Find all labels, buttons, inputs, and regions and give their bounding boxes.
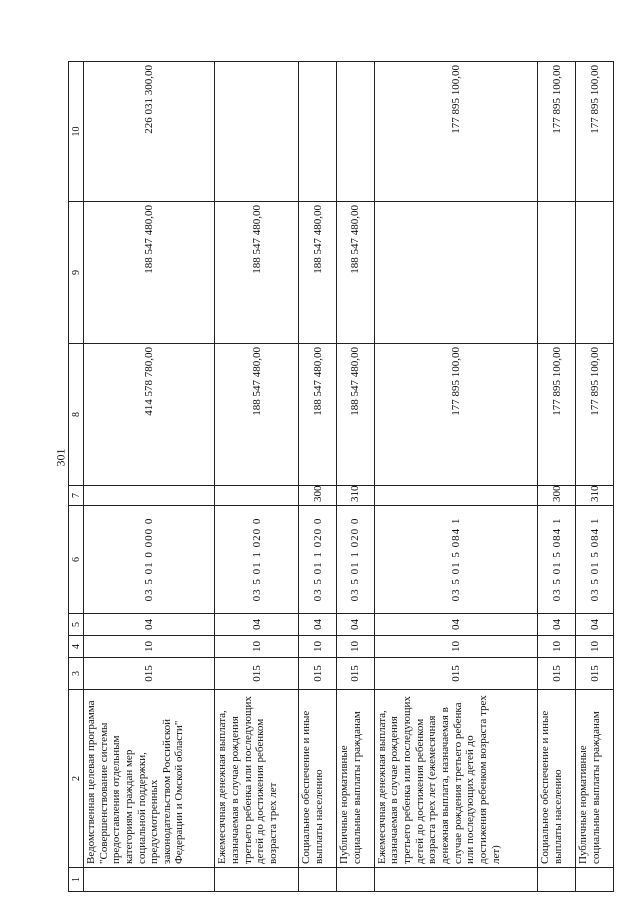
cell-admin: 015 — [299, 658, 337, 690]
cell-expense-type: 310 — [336, 486, 374, 506]
cell-amount-total: 188 547 480,00 — [299, 344, 337, 486]
cell-amount-regional: 226 031 300,00 — [84, 62, 215, 202]
cell-amount-federal — [576, 202, 614, 344]
header-row — [69, 62, 84, 892]
cell-amount-federal: 188 547 480,00 — [299, 202, 337, 344]
cell-amount-total: 188 547 480,00 — [215, 344, 299, 486]
cell-amount-federal: 188 547 480,00 — [336, 202, 374, 344]
table-row — [374, 62, 537, 892]
table-row — [336, 62, 374, 892]
row-name: Публичные нормативные социальные выплаты гражданам — [336, 690, 374, 868]
cell-expense-type: 300 — [538, 486, 576, 506]
cell-target-code: 03 5 01 0 000 0 — [84, 506, 215, 614]
column-header-7: 7 — [69, 486, 84, 506]
cell-target-code: 03 5 01 1 020 0 — [336, 506, 374, 614]
column-header-6: 6 — [69, 506, 84, 614]
cell-amount-federal: 188 547 480,00 — [84, 202, 215, 344]
cell-blank — [336, 868, 374, 892]
cell-subsection: 04 — [299, 614, 337, 636]
cell-amount-regional — [299, 62, 337, 202]
cell-amount-total: 177 895 100,00 — [374, 344, 537, 486]
cell-amount-federal — [374, 202, 537, 344]
table-row — [538, 62, 576, 892]
cell-blank — [84, 868, 215, 892]
column-header-8: 8 — [69, 344, 84, 486]
cell-subsection: 04 — [84, 614, 215, 636]
cell-amount-total: 188 547 480,00 — [336, 344, 374, 486]
cell-subsection: 04 — [374, 614, 537, 636]
cell-expense-type — [215, 486, 299, 506]
cell-amount-regional — [215, 62, 299, 202]
cell-section: 10 — [84, 636, 215, 658]
column-header-5: 5 — [69, 614, 84, 636]
cell-admin: 015 — [215, 658, 299, 690]
page-number: 301 — [53, 448, 68, 467]
cell-target-code: 03 5 01 5 084 1 — [538, 506, 576, 614]
column-header-4: 4 — [69, 636, 84, 658]
cell-expense-type — [84, 486, 215, 506]
cell-admin: 015 — [538, 658, 576, 690]
cell-section: 10 — [538, 636, 576, 658]
row-name: Социальное обеспечение и иные выплаты населению — [299, 690, 337, 868]
cell-blank — [374, 868, 537, 892]
cell-target-code: 03 5 01 5 084 1 — [374, 506, 537, 614]
cell-section: 10 — [299, 636, 337, 658]
cell-target-code: 03 5 01 1 020 0 — [215, 506, 299, 614]
cell-blank — [538, 868, 576, 892]
cell-section: 10 — [576, 636, 614, 658]
table-body — [84, 62, 614, 892]
row-name: Ведомственная целевая программа "Совершенствование системы предоставления отдельным категориям граждан мер социальной поддержки, предусмотренных законодательством Российской Федерации и Омской области" — [84, 690, 215, 868]
cell-expense-type: 310 — [576, 486, 614, 506]
column-header-1: 1 — [69, 868, 84, 892]
cell-subsection: 04 — [215, 614, 299, 636]
column-header-3: 3 — [69, 658, 84, 690]
cell-admin: 015 — [576, 658, 614, 690]
table-row — [84, 62, 215, 892]
cell-subsection: 04 — [336, 614, 374, 636]
column-header-2: 2 — [69, 690, 84, 868]
cell-admin: 015 — [336, 658, 374, 690]
cell-blank — [215, 868, 299, 892]
cell-section: 10 — [215, 636, 299, 658]
column-header-9: 9 — [69, 202, 84, 344]
cell-blank — [576, 868, 614, 892]
cell-amount-federal: 188 547 480,00 — [215, 202, 299, 344]
cell-admin: 015 — [374, 658, 537, 690]
cell-expense-type: 300 — [299, 486, 337, 506]
table-row — [576, 62, 614, 892]
cell-amount-total: 177 895 100,00 — [576, 344, 614, 486]
row-name: Социальное обеспечение и иные выплаты населению — [538, 690, 576, 868]
row-name: Публичные нормативные социальные выплаты гражданам — [576, 690, 614, 868]
cell-amount-regional — [336, 62, 374, 202]
budget-table — [68, 61, 614, 892]
cell-amount-total: 177 895 100,00 — [538, 344, 576, 486]
budget-table-wrap — [68, 62, 614, 892]
cell-subsection: 04 — [538, 614, 576, 636]
row-name: Ежемесячная денежная выплата, назначаемая в случае рождения третьего ребенка или последующих детей до достижения ребенком возраста трех лет — [215, 690, 299, 868]
cell-blank — [299, 868, 337, 892]
cell-amount-regional: 177 895 100,00 — [576, 62, 614, 202]
cell-amount-regional: 177 895 100,00 — [538, 62, 576, 202]
cell-section: 10 — [336, 636, 374, 658]
cell-target-code: 03 5 01 5 084 1 — [576, 506, 614, 614]
cell-amount-regional: 177 895 100,00 — [374, 62, 537, 202]
cell-amount-total: 414 578 780,00 — [84, 344, 215, 486]
table-row — [215, 62, 299, 892]
table-row — [299, 62, 337, 892]
cell-section: 10 — [374, 636, 537, 658]
cell-target-code: 03 5 01 1 020 0 — [299, 506, 337, 614]
cell-expense-type — [374, 486, 537, 506]
cell-admin: 015 — [84, 658, 215, 690]
cell-amount-federal — [538, 202, 576, 344]
column-header-10: 10 — [69, 62, 84, 202]
row-name: Ежемесячная денежная выплата, назначаемая в случае рождения третьего ребенка или последующих детей до достижения ребенком возраста трех лет (ежемесячная денежная выплата, назначаемая в случае рождения третьего ребенка или последующих детей до достижения ребенком возраста трех лет) — [374, 690, 537, 868]
cell-subsection: 04 — [576, 614, 614, 636]
